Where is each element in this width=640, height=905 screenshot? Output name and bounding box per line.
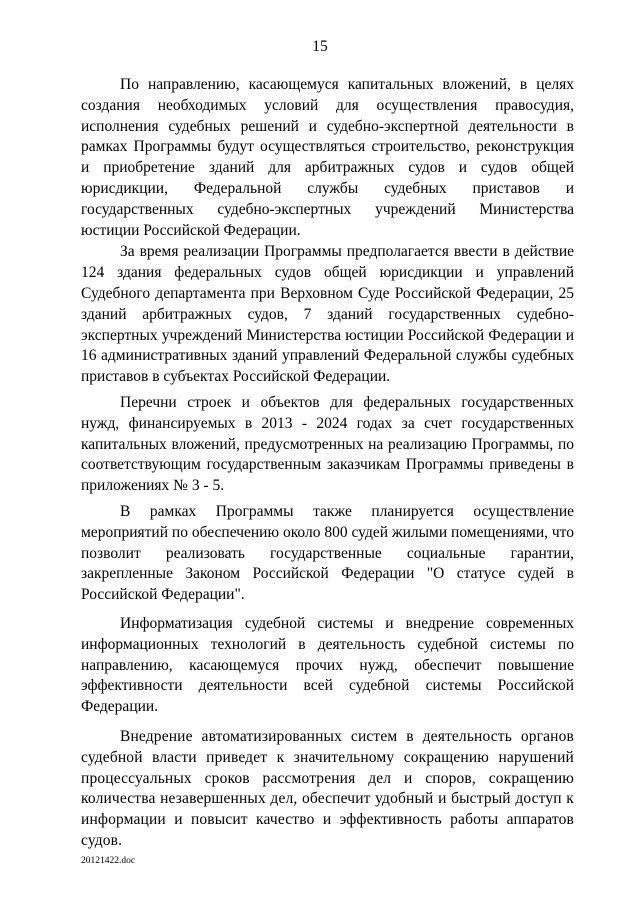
paragraph-construction-lists: Перечни строек и объектов для федеральных государственных нужд, финансируемых в 2013 - 2024 годах за счет государственных капитальных вложений, предусмотренных на реализацию Программы, по соответствующим государственным заказчикам Программы приведены в приложениях № 3 - 5. [81,393,574,495]
document-body [81,75,574,852]
footer-filename: 20121422.doc [81,856,136,866]
paragraph-capital-investments: По направлению, касающемуся капитальных вложений, в целях создания необходимых условий для осуществления правосудия, исполнения судебных решений и судебно-экспертной деятельности в рамках Программы будут осуществляться строительство, реконструкция и приобретение зданий для арбитражных судов и судов общей юрисдикции, Федеральной службы судебных приставов и государственных судебно-экспертных учреждений Министерства юстиции Российской Федерации. [81,76,574,239]
paragraph-automated-systems: Внедрение автоматизированных систем в деятельность органов судебной власти приведет к значительному сокращению нарушений процессуальных сроков рассмотрения дел и споров, сокращению количества незавершенных дел, обеспечит удобный и быстрый доступ к информации и повысит качество и эффективность работы аппаратов судов. [81,727,574,849]
page-number: 15 [312,38,328,55]
paragraph-judges-housing: В рамках Программы также планируется осуществление мероприятий по обеспечению около 800 судей жилыми помещениями, что позволит реализовать государственные социальные гарантии, закрепленные Законом Российской Федерации "О статусе судей в Российской Федерации". [81,502,574,604]
paragraph-informatization: Информатизация судебной системы и внедрение современных информационных технологий в деятельность судебной системы по направлению, касающемуся прочих нужд, обеспечит повышение эффективности деятельности всей судебной системы Российской Федерации. [81,614,574,716]
paragraph-buildings-commissioning: За время реализации Программы предполагается ввести в действие 124 здания федеральных судов общей юрисдикции и управлений Судебного департамента при Верховном Суде Российской Федерации, 25 зданий арбитражных судов, 7 зданий государственных судебно-экспертных учреждений Министерства юстиции Российской Федерации и 16 административных зданий управлений Федеральной службы судебных приставов в субъектах Российской Федерации. [81,243,574,386]
